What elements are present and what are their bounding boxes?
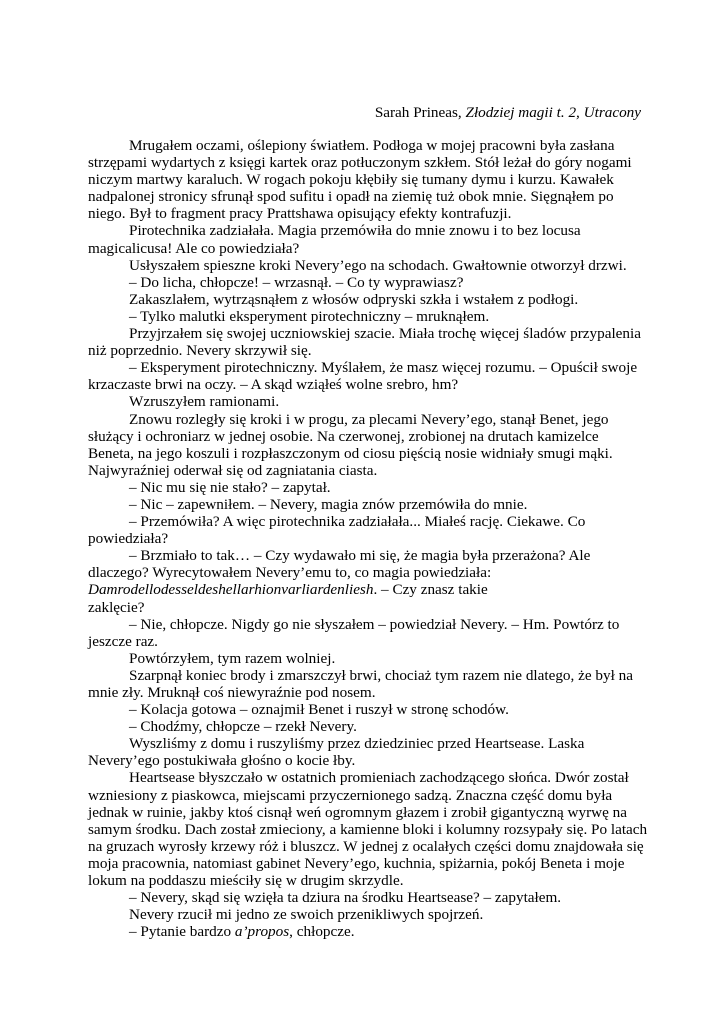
paragraph: – Nic – zapewniłem. – Nevery, magia znów przemówiła do mnie.: [129, 495, 528, 513]
paragraph: Wzruszyłem ramionami.: [129, 393, 280, 411]
paragraph: – Nic mu się nie stało? – zapytał.: [129, 478, 331, 496]
body-text: [88, 137, 648, 940]
paragraph: Heartsease błyszczało w ostatnich promieniach zachodzącego słońca. Dwór został wzniesiony z piaskowca, miejscami przyczernionego sadzą. Znaczna część domu była jednak w ruinie, jakby ktoś cisnął weń ogromnym głazem i zrobił gigantyczną wyrwę na samym środku. Dach został zmieciony, a kamienne bloki i kolumny rozsypały się. Po latach na gruzach wyrosły krzewy róż i bluszcz. W jednej z ocalałych części domu znajdowała się moja pracownia, natomiast gabinet Nevery’ego, kuchnia, spiżarnia, pokój Beneta i moje lokum na poddaszu mieściły się w drugim skrzydle.: [88, 769, 648, 890]
paragraph: – Kolacja gotowa – oznajmił Benet i ruszył w stronę schodów.: [129, 701, 509, 719]
paragraph: – Eksperyment pirotechniczny. Myślałem, że masz więcej rozumu. – Opuścił swoje krzaczaste brwi na oczy. – A skąd wziąłeś wolne srebro, hm?: [88, 359, 638, 394]
spell-name: Damrodellodesseldeshellarhionvarliardenliesh: [88, 581, 374, 599]
paragraph: Mrugałem oczami, oślepiony światłem. Podłoga w mojej pracowni była zasłana strzępami wydartych z księgi kartek oraz potłuczonym szkłem. Stół leżał do góry nogami niczym martwy karaluch. W rogach pokoju kłębiły się tumany dymu i kurzu. Kawałek nadpalonej stronicy sfrunął spod sufitu i opadł na ziemię tuż obok mnie. Sięgnąłem po niego. Był to fragment pracy Prattshawa opisujący efekty kontrafuzji.: [88, 137, 632, 223]
paragraph: [88, 581, 648, 598]
paragraph: Wyszliśmy z domu i ruszyliśmy przez dziedziniec przed Heartsease. Laska Nevery’ego postukiwała głośno o kocie łby.: [88, 735, 585, 770]
paragraph: Usłyszałem spieszne kroki Nevery’ego na schodach. Gwałtownie otworzył drzwi.: [129, 256, 627, 274]
paragraph: Szarpnął koniec brody i zmarszczył brwi, chociaż tym razem nie dlatego, że był na mnie zły. Mruknął coś niewyraźnie pod nosem.: [88, 666, 633, 701]
paragraph: – Tylko malutki eksperyment pirotechniczny – mruknąłem.: [129, 307, 490, 325]
page-header: [375, 104, 641, 121]
paragraph: Pirotechnika zadziałała. Magia przemówiła do mnie znowu i to bez locusa magicalicusa! Ale co powiedziała?: [88, 222, 581, 257]
paragraph: Zakaszlałem, wytrząsnąłem z włosów odpryski szkła i wstałem z podłogi.: [129, 290, 579, 308]
paragraph: – Przemówiła? A więc pirotechnika zadziałała... Miałeś rację. Ciekawe. Co powiedziała?: [88, 513, 586, 548]
paragraph: – Do licha, chłopcze! – wrzasnął. – Co ty wyprawiasz?: [129, 273, 464, 291]
paragraph: – Nie, chłopcze. Nigdy go nie słyszałem – powiedział Nevery. – Hm. Powtórz to jeszcze raz.: [88, 615, 620, 650]
header-author: Sarah Prineas,: [374, 104, 466, 121]
paragraph: – Brzmiało to tak… – Czy wydawało mi się, że magia była przerażona? Ale dlaczego? Wyrecytowałem Nevery’emu to, co magia powiedziała:: [88, 547, 591, 582]
paragraph-text: , chłopcze.: [289, 923, 355, 941]
paragraph: Przyjrzałem się swojej uczniowskiej szacie. Miała trochę więcej śladów przypalenia niż poprzednio. Nevery skrzywił się.: [88, 325, 641, 360]
paragraph: Powtórzyłem, tym razem wolniej.: [129, 649, 336, 667]
paragraph: – Chodźmy, chłopcze – rzekł Nevery.: [129, 718, 357, 736]
paragraph: [88, 923, 648, 940]
italic-phrase: a’propos: [234, 923, 290, 941]
paragraph-text: . – Czy znasz takie: [373, 581, 488, 599]
paragraph-text: – Pytanie bardzo: [129, 923, 235, 941]
header-book-title: Złodziej magii t. 2, Utracony: [465, 104, 641, 121]
paragraph: – Nevery, skąd się wzięła ta dziura na środku Heartsease? – zapytałem.: [129, 889, 562, 907]
paragraph: Znowu rozległy się kroki i w progu, za plecami Nevery’ego, stanął Benet, jego służący i ochroniarz w jednej osobie. Na czerwonej, zrobionej na drutach kamizelce Beneta, na jego koszuli i rozpłaszczonym od ciosu pięścią nosie widniały smugi mąki. Najwyraźniej oderwał się od zagniatania ciasta.: [88, 410, 613, 479]
paragraph: Nevery rzucił mi jedno ze swoich przenikliwych spojrzeń.: [129, 906, 484, 924]
paragraph: zaklęcie?: [88, 598, 145, 616]
